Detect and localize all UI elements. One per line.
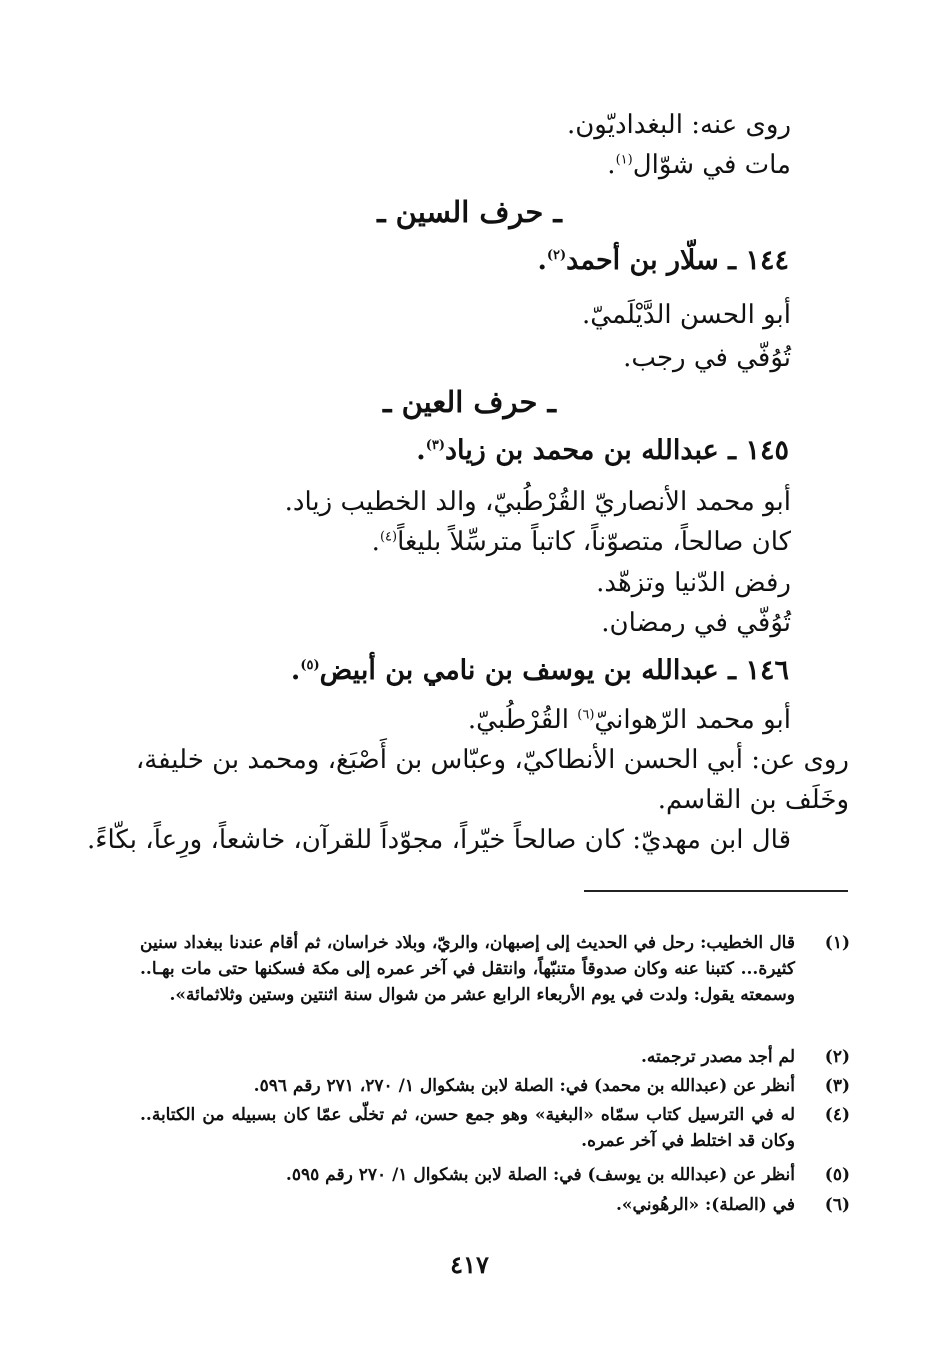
entry-146-narrated-from: روى عن: أبي الحسن الأنطاكيّ، وعبّاس بن أَصْبَغ، ومحمد بن خليفة، (135, 745, 849, 775)
footnote-text: قال الخطيب: رحل في الحديث إلى إصبهان، والريّ، وبلاد خراسان، ثم أقام عندنا ببغداد سنين كثيرة... كتبنا عنه وكان صدوقاً متنبّهاً، وانتقل في آخر عمره إلى مكة فسكنها حتى مات بهـا.. وسمعته يقول: ولدت في يوم الأربعاء الرابع عشر من شوال سنة اثنتين وستين وثلاثمائة». (140, 933, 795, 1005)
entry-146-kunya: أبو محمد الرّهوانيّ$^{(٦)}$ القُرْطُبيّ. (467, 705, 791, 735)
footnote-4 (0, 1102, 939, 1158)
footnote-6 (0, 1192, 939, 1220)
footnote-text: أنظر عن (عبدالله بن يوسف) في: الصلة لابن بشكوال ١/ ٢٧٠ رقم ٥٩٥. (285, 1165, 795, 1185)
footnote-separator (584, 890, 848, 892)
entry-146-title: ١٤٦ ـ عبدالله بن يوسف بن نامي بن أبيض$^{(٥)}$. (290, 655, 789, 686)
footnote-1 (0, 930, 939, 1040)
section-heading-ain: ـ حرف العين ـ (383, 385, 556, 419)
footnote-number: (٢) (824, 1047, 850, 1067)
entry-146-praise: قال ابن مهديّ: كان صالحاً خيّراً، مجوّداً للقرآن، خاشعاً، ورِعاً، بكّاءً. (87, 825, 791, 855)
footnote-ref-5[interactable]: (٥) (300, 658, 320, 673)
footnote-number: (١) (824, 933, 850, 953)
footnote-text: له في الترسيل كتاب سمّاه «البغية» وهو جمع حسن، ثم تخلّى عمّا كان بسبيله من الكتابة.. وكان قد اختلط في آخر عمره. (140, 1105, 795, 1151)
footnote-text: في (الصلة): «الرهُوني». (616, 1195, 795, 1215)
footnote-ref-6[interactable]: (٦) (577, 707, 595, 723)
footnote-2 (0, 1044, 939, 1072)
entry-146-narrated-from-cont: وخَلَف بن القاسم. (657, 785, 849, 815)
footnote-ref-1[interactable]: (١) (615, 152, 633, 168)
entry-144-kunya: أبو الحسن الدَّيْلَميّ. (582, 300, 791, 330)
footnote-ref-3[interactable]: (٣) (425, 438, 445, 453)
entry-145-kunya: أبو محمد الأنصاريّ القُرْطُبيّ، والد الخطيب زياد. (284, 487, 791, 517)
footnote-number: (٤) (824, 1105, 850, 1125)
footnote-number: (٣) (824, 1076, 850, 1096)
footnote-ref-2[interactable]: (٢) (546, 248, 567, 263)
footnote-text: لم أجد مصدر ترجمته. (641, 1047, 795, 1067)
footnote-ref-4[interactable]: (٤) (379, 529, 398, 545)
section-heading-sin: ـ حرف السين ـ (377, 195, 562, 229)
footnote-number: (٦) (824, 1195, 850, 1215)
entry-144-death: تُوُفّي في رجب. (623, 343, 791, 373)
prev-entry-narrators: روى عنه: البغداديّون. (566, 110, 791, 140)
entry-144-title: ١٤٤ ـ سلّار بن أحمد$^{(٢)}$. (537, 245, 789, 276)
entry-145-description: كان صالحاً، متصوّناً، كاتباً مترسِّلاً بليغاً$^{(٤)}$. (371, 527, 791, 557)
footnote-3 (0, 1073, 939, 1101)
footnote-text: أنظر عن (عبدالله بن محمد) في: الصلة لابن بشكوال ١/ ٢٧٠، ٢٧١ رقم ٥٩٦. (253, 1076, 795, 1096)
entry-145-title: ١٤٥ ـ عبدالله بن محمد بن زياد$^{(٣)}$. (416, 435, 789, 466)
entry-145-death: تُوُفّي في رمضان. (601, 608, 791, 638)
page-number: ٤١٧ (450, 1250, 489, 1279)
prev-entry-death: مات في شوّال$^{(١)}$. (607, 150, 791, 180)
footnote-5 (0, 1162, 939, 1190)
footnote-number: (٥) (824, 1165, 850, 1185)
entry-145-asceticism: رفض الدّنيا وتزهّد. (596, 568, 791, 598)
